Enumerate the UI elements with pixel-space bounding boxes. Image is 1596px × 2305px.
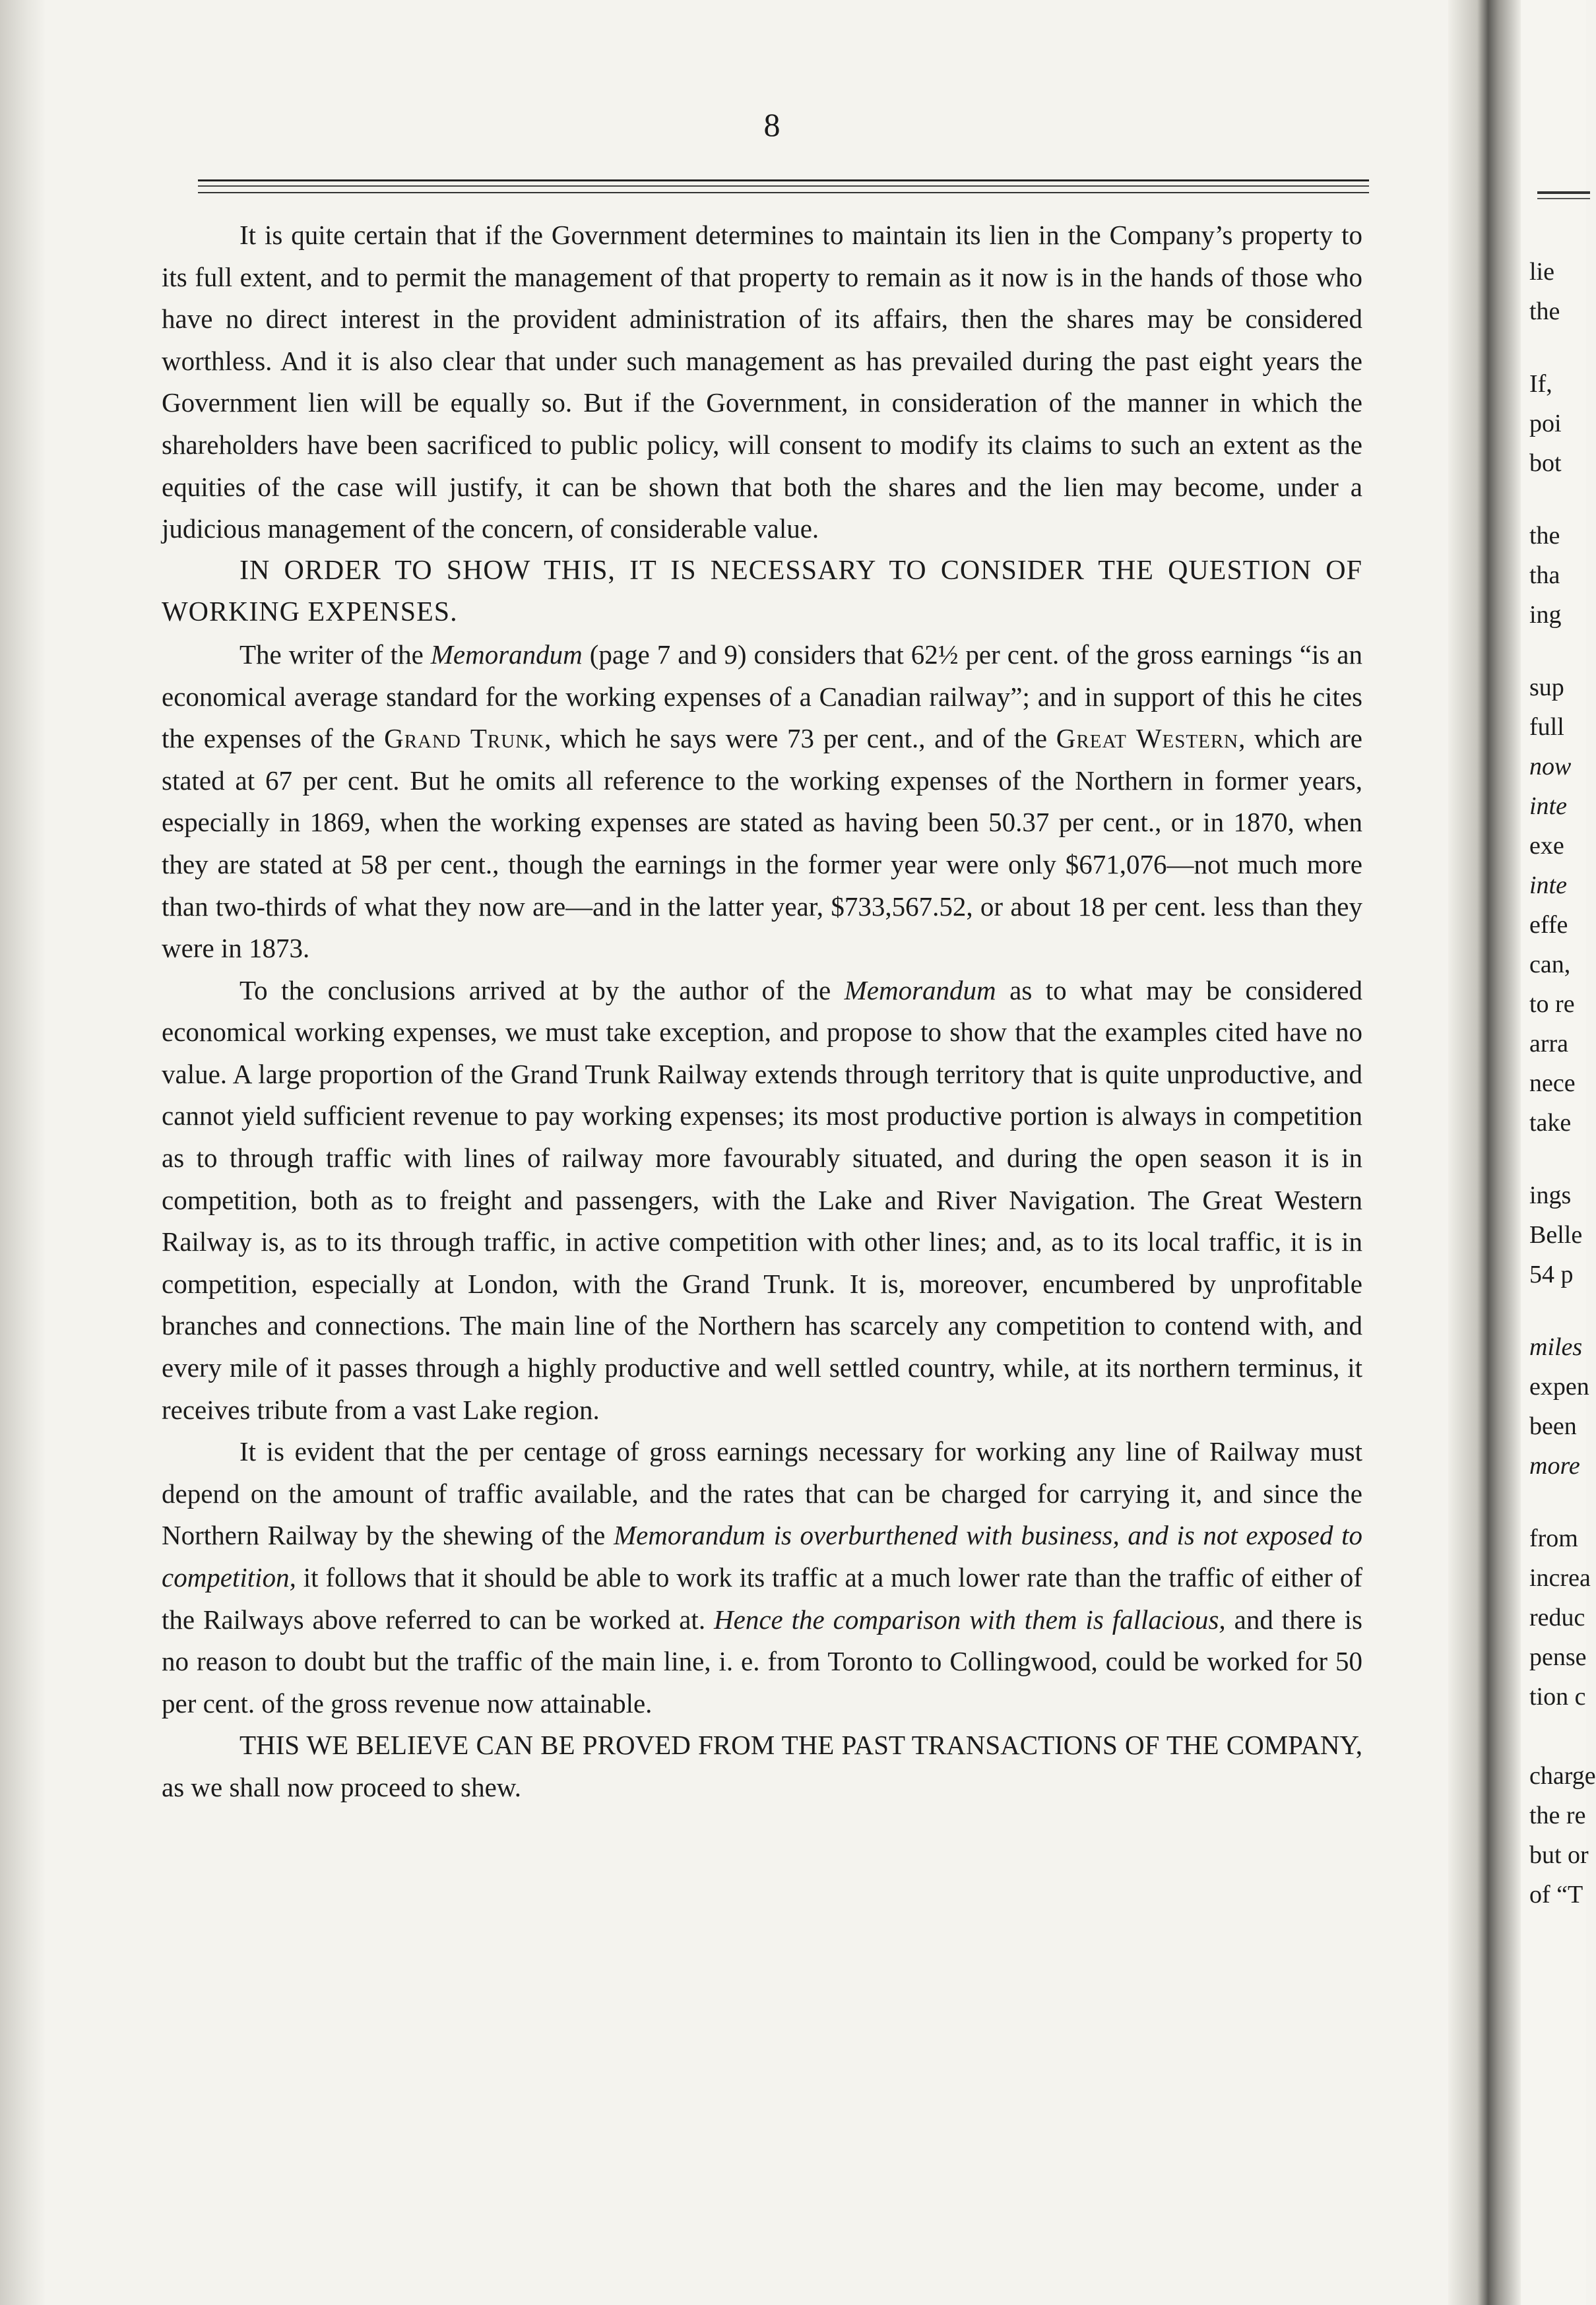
paragraph	[162, 634, 1362, 970]
facing-page-line: 54 p	[1529, 1261, 1574, 1288]
facing-page-line: arra	[1529, 1030, 1569, 1058]
facing-page-line: but or	[1529, 1841, 1589, 1869]
facing-page-line: from	[1529, 1525, 1578, 1552]
text-run: Great Western	[1056, 723, 1239, 754]
paragraph	[162, 970, 1362, 1432]
facing-page-line: the re	[1529, 1802, 1586, 1829]
text-run: Memorandum	[430, 639, 583, 670]
facing-page-rule	[1537, 191, 1590, 194]
facing-page-rule-secondary	[1537, 198, 1590, 199]
facing-page	[1521, 0, 1586, 2305]
facing-page-line: sup	[1529, 674, 1564, 701]
book-gutter	[1448, 0, 1521, 2305]
facing-page-line: inte	[1529, 871, 1567, 899]
text-run: It is quite certain that if the Government determines to maintain its lien in the Company’s property to its full extent, and to permit the management of that property to remain as it now is in the hands of those who have no direct interest in the provident administration of its affairs, then the shares may be considered worthless. And it is also clear that under such management as has prevailed during the past eight years the Government lien will be equally so. But if the Government, in consideration of the manner in which the shareholders have been sacrificed to public policy, will consent to modify its claims to such an extent as the equities of the case will justify, it can be shown that both the shares and the lien may become, under a judicious management of the concern, of considerable value.	[162, 220, 1362, 544]
facing-page-line: increa	[1529, 1564, 1591, 1592]
page-number: 8	[763, 106, 781, 143]
text-run: To the conclusions arrived at by the author of the	[239, 974, 845, 1005]
facing-page-line: tion c	[1529, 1683, 1586, 1711]
text-run: The writer of the	[239, 639, 431, 670]
facing-page-line: the	[1529, 522, 1560, 550]
paragraph	[162, 1724, 1362, 1808]
facing-page-line: of “T	[1529, 1881, 1583, 1909]
text-run: , which he says were 73 per cent., and of the	[544, 723, 1056, 754]
facing-page-line: pense	[1529, 1643, 1587, 1671]
facing-page-line: can,	[1529, 951, 1571, 978]
facing-page-line: expen	[1529, 1373, 1589, 1401]
text-run: it follows that it should be able to work its traffic at a much lower rate than the traffic of either of the Railways above referred to can be worked at.	[162, 1562, 1362, 1635]
text-run: (page 7 and 9) considers that 62½ per cent. of the gross earnings “is an economical average standard for the working expenses of a Canadian railway”; and in support of this he cites the expenses of the	[162, 639, 1362, 754]
facing-page-line: now	[1529, 753, 1572, 780]
text-run: and there is no reason to doubt but the traffic of the main line, i. e. from Toronto to Collingwood, could be worked for 50 per cent. of the gross revenue now attainable.	[162, 1604, 1362, 1719]
facing-page-line: miles	[1529, 1333, 1583, 1361]
facing-page-line: ings	[1529, 1182, 1572, 1209]
text-run: Memorandum	[844, 974, 996, 1005]
facing-page-line: exe	[1529, 832, 1564, 860]
body-text	[162, 214, 1362, 1809]
text-run: THIS WE BELIEVE CAN BE PROVED FROM THE PAST TRANSACTIONS OF THE COMPANY,	[239, 1730, 1362, 1761]
facing-page-line: to re	[1529, 990, 1575, 1018]
facing-page-line: nece	[1529, 1069, 1576, 1097]
facing-page-line: poi	[1529, 410, 1562, 437]
paragraph	[162, 550, 1362, 634]
facing-page-line: the	[1529, 298, 1560, 325]
text-run: Hence the comparison with them is fallacious,	[714, 1604, 1226, 1635]
facing-page-line: bot	[1529, 449, 1562, 477]
facing-page-line: full	[1529, 713, 1564, 741]
facing-page-line: Belle	[1529, 1221, 1583, 1249]
facing-page-line: more	[1529, 1452, 1580, 1480]
facing-page-line: tha	[1529, 561, 1560, 589]
paragraph	[162, 1431, 1362, 1724]
text-run: Grand Trunk	[384, 723, 545, 754]
text-run: as we shall now proceed to shew.	[162, 1771, 521, 1802]
text-run: IN ORDER TO SHOW THIS, IT IS NECESSARY TO CONSIDER THE QUESTION OF WORKING EXPENSES.	[162, 555, 1362, 628]
text-run: as to what may be considered economical working expenses, we must take exception, and propose to show that the examples cited have no value. A large proportion of the Grand Trunk Railway extends through territory that is quite unproductive, and cannot yield sufficient revenue to pay working expenses; its most productive portion is always in competition as to through traffic with lines of railway more favourably situated, and during the open season it is in competition, both as to freight and passengers, with the Lake and River Navigation. The Great Western Railway is, as to its through traffic, in active competition with other lines; and, as to its local traffic, it is in competition, especially at London, with the Grand Trunk. It is, moreover, encumbered by unprofitable branches and connections. The main line of the Northern has scarcely any competition to contend with, and every mile of it passes through a highly productive and well settled country, while, at its northern terminus, it receives tribute from a vast Lake region.	[162, 974, 1363, 1425]
facing-page-line: ing	[1529, 601, 1562, 629]
facing-page-line: lie	[1529, 258, 1554, 286]
page-edge-shadow	[0, 0, 46, 2305]
facing-page-line: been	[1529, 1412, 1577, 1440]
facing-page-line: reduc	[1529, 1604, 1585, 1631]
facing-page-line: charge	[1529, 1762, 1596, 1790]
facing-page-line: inte	[1529, 792, 1567, 820]
text-run: Memorandum is overburthened with business, and is not exposed to competition,	[162, 1520, 1362, 1593]
facing-page-line: effe	[1529, 911, 1568, 939]
facing-page-line: If,	[1529, 370, 1552, 398]
text-run: It is evident that the per centage of gross earnings necessary for working any line of Railway must depend on the amount of traffic available, and the rates that can be charged for carrying it, and since the Northern Railway by the shewing of the	[162, 1436, 1362, 1551]
text-run: , which are stated at 67 per cent. But he omits all reference to the working expenses of the Northern in former years, especially in 1869, when the working expenses are stated as having been 50.37 per cent., or in 1870, when they are stated at 58 per cent., though the earnings in the former year were only $671,076—not much more than two-thirds of what they now are—and in the latter year, $733,567.52, or about 18 per cent. less than they were in 1873.	[162, 723, 1363, 964]
paragraph	[162, 214, 1362, 550]
header-rule	[198, 179, 1369, 193]
facing-page-line: take	[1529, 1109, 1572, 1137]
